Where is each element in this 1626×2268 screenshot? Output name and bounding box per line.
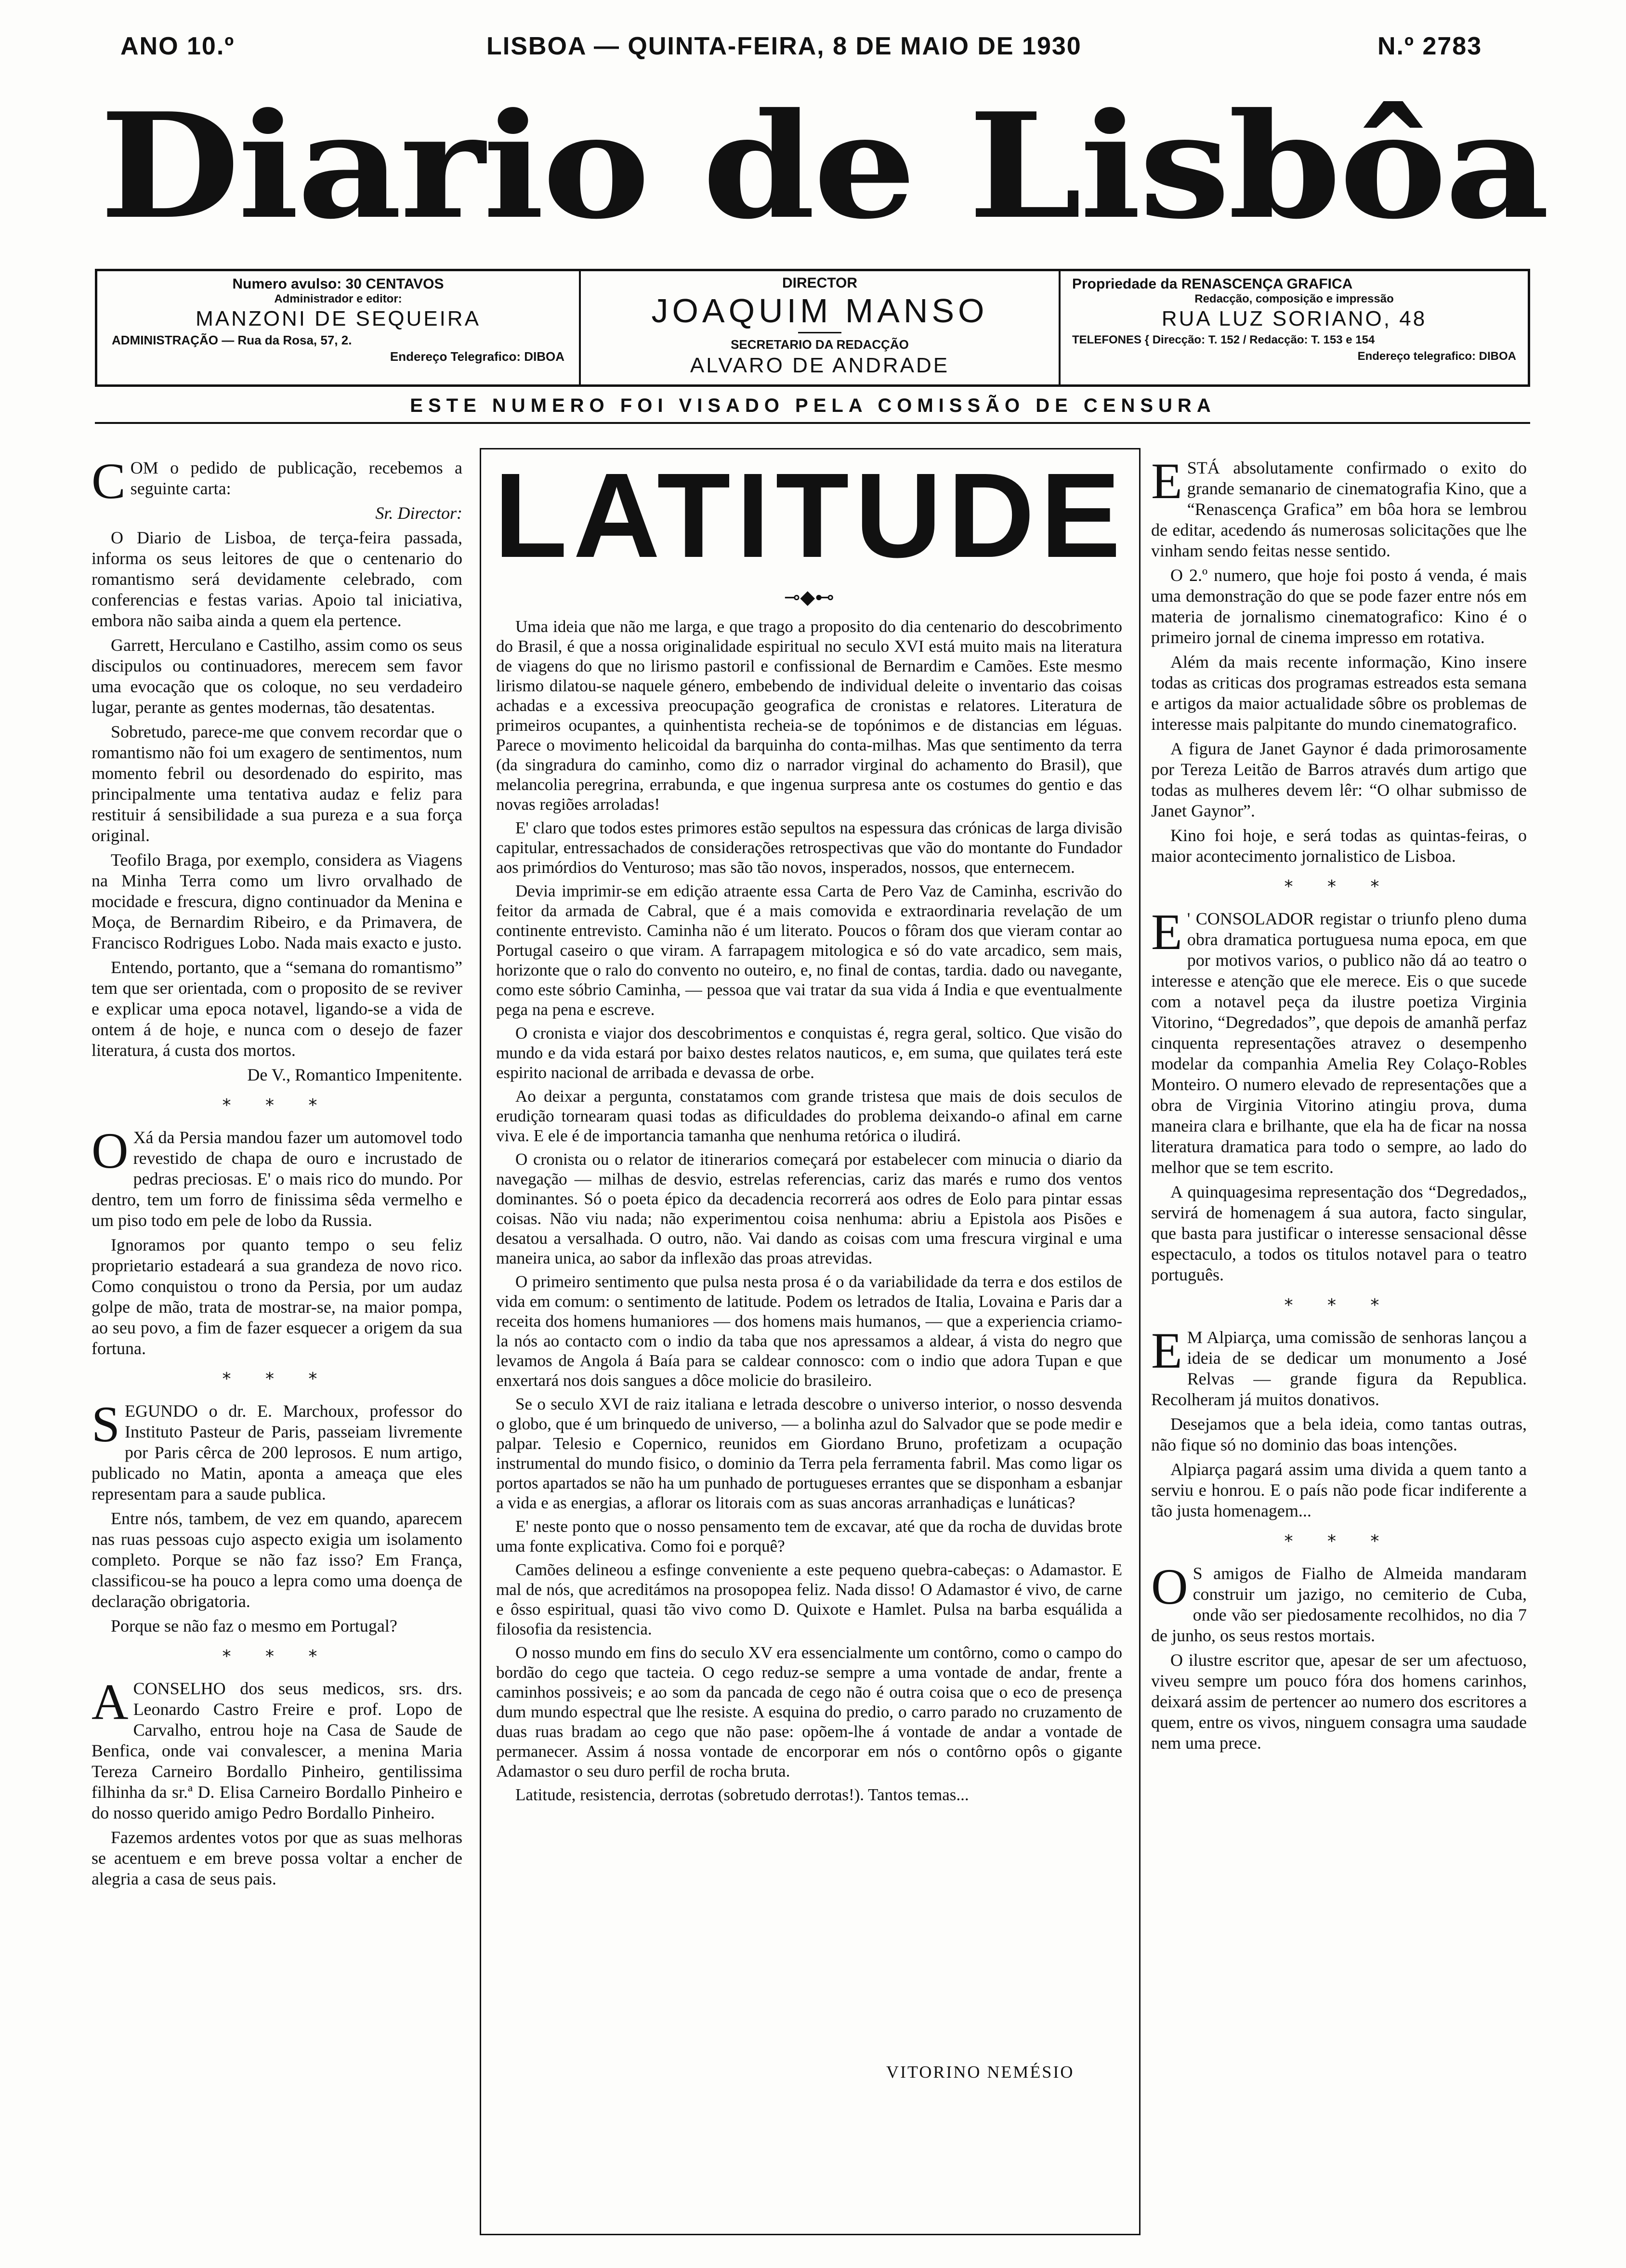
header-rule — [95, 422, 1530, 424]
paragraph: O ilustre escritor que, apesar de ser um afectuoso, viveu sempre um pouco fóra dos homens carinhos, deixará assim de pertencer ao numero dos escritores a quem, entre os vivos, ninguem consagra uma saudade nem uma prece. — [1151, 1650, 1527, 1753]
issue-number: N.º 2783 — [1377, 32, 1482, 60]
drop-cap: C — [92, 453, 126, 509]
issue-year: ANO 10.º — [120, 32, 235, 60]
director-block — [579, 271, 1061, 384]
printing-caption: Redacção, composição e impressão — [1194, 292, 1394, 305]
paragraph: S amigos de Fialho de Almeida mandaram construir um jazigo, no cemiterio de Cuba, onde vão ser piedosamente recolhidos, no dia 7 de junho, os seus restos mortais. — [1151, 1564, 1527, 1645]
drop-cap: A — [92, 1674, 129, 1730]
paragraph: O cronista e viajor dos descobrimentos e conquistas é, regra geral, soltico. Que visão do mundo e da vida estará por baixo destes relatos nauticos, e, em suma, que quilates terá este espirito nacional de arribada e devassa de orbe. — [496, 1024, 1122, 1082]
secretary-caption: SECRETARIO DA REDACÇÃO — [731, 337, 909, 352]
paragraph: Entre nós, tambem, de vez em quando, aparecem nas ruas pessoas cujo aspecto exigia um isolamento completo. Porque se não faz isso? Em França, classificou-se ha pouco a lepra como uma doença de declaração obrigatoria. — [92, 1509, 462, 1611]
paragraph: Alpiarça pagará assim uma divida a quem tanto a serviu e honrou. E o país não pode ficar indiferente a tão justa homenagem... — [1151, 1460, 1527, 1520]
paragraph: Ao deixar a pergunta, constatamos com grande tristesa que mais de dois seculos de erudição tornearam quasi todas as dificuldades do problema deixando-o afinal em carne viva. E ele é de importancia tamanha que nenhuma retórica o iludirá. — [496, 1087, 1122, 1145]
paragraph: Ignoramos por quanto tempo o seu feliz proprietario estadeará a sua grandeza de novo rico. Como conquistou o trono da Persia, por um audaz golpe de mão, trata de mostrar-se, na maior pompa, ao seu povo, a fim de fazer esquecer a origem da sua fortuna. — [92, 1235, 462, 1358]
paragraph: Latitude, resistencia, derrotas (sobretudo derrotas!). Tantos temas... — [515, 1785, 969, 1804]
section-separator: * * * — [222, 1647, 332, 1666]
paragraph: Teofilo Braga, por exemplo, considera as Viagens na Minha Terra como um livro orvalhado de mocidade e frescura, digno continuador da Menina e Moça, de Bernardim Ribeiro, e da Primavera, de Francisco Rodrigues Lobo. Nada mais exacto e justo. — [92, 850, 462, 952]
paragraph: Sobretudo, parece-me que convem recordar que o romantismo não foi um exagero de sentimentos, num momento febril ou desordenado do espirito, mas principalmente uma tentativa audaz e feliz para restituir á sensibilidade a sua pureza e a sua força original. — [92, 722, 462, 845]
paragraph: OM o pedido de publicação, recebemos a seguinte carta: — [130, 458, 462, 498]
paragraph: Devia imprimir-se em edição atraente essa Carta de Pero Vaz de Caminha, escrivão do feitor da armada de Cabral, que é a mais comovida e extraordinaria revelação de um continente entrevisto. Caminha não é um literato. Poucos o fôram dos que vieram contar ao Portugal caseiro o que viram. A farrapagem mitologica e só do vate arcadico, sem mais, horizonte que o ralo do convento no outeiro, e, no final de contas, tardia. dado ou navegante, como este sóbrio Caminha, — pessoa que vai tratar da sua vida á India e que eventualmente pega na pena e escreve. — [496, 882, 1122, 1019]
paragraph: O Diario de Lisboa, de terça-feira passada, informa os seus leitores de que o centenario do romantismo será devidamente celebrado, com conferencias e festas varias. Apoio tal iniciativa, embora não saiba ainda a quem ela pertence. — [92, 528, 462, 630]
article-lepers — [92, 1396, 462, 1636]
paragraph: Além da mais recente informação, Kino insere todas as criticas dos programas estreados esta semana e artigos da maior actualidade sôbre os problemas de interesse mais palpitante do mundo cinematografico. — [1151, 652, 1527, 734]
section-separator: * * * — [222, 1095, 332, 1115]
right-column — [1151, 453, 1527, 1757]
paragraph: Fazemos ardentes votos por que as suas melhoras se acentuem e em breve possa voltar a encher de alegria a casa de seus pais. — [92, 1828, 462, 1888]
divider — [798, 332, 841, 333]
article-alpiarca — [1151, 1322, 1527, 1521]
paragraph: Uma ideia que não me larga, e que trago a proposito do dia centenario do descobrimento do Brasil, é que a nossa originalidade espiritual no seculo XVI está muito mais na literatura de viagens do que no lirismo pastoril e confissional de Bernardim e Camões. Este mesmo lirismo dilatou-se naquele género, embebendo de individual deleite o inventario das coisas achadas e a excessiva preocupação geografica de cronistas e relatores. Literatura de primeiros ocupantes, a quinhentista recheia-se de topónimos e de distancias em léguas. Parece o movimento helicoidal da barquinha do conta-milhas. Mas que sentimento da terra (da singradura do caminho, como diz o narrador virginal do achamento do Brasil), que melancolia peregrina, errabunda, e que ingenua surpresa ante os costumes do gentio e das novas regiões arroladas! — [496, 617, 1122, 814]
left-column — [92, 453, 462, 1893]
drop-cap: E — [1151, 904, 1182, 960]
paragraph: Porque se não faz o mesmo em Portugal? — [111, 1616, 397, 1635]
article-romanticism — [92, 453, 462, 1085]
secretary-name: ALVARO DE ANDRADE — [690, 354, 950, 377]
paragraph: STÁ absolutamente confirmado o exito do grande semanario de cinematografia Kino, que a “Renascença Grafica” em bôa hora se lembrou de editar, acedendo ás numerosas solicitações que lhe vinham sendo feitas nesse sentido. — [1151, 458, 1527, 560]
paragraph: O primeiro sentimento que pulsa nesta prosa é o da variabilidade da terra e dos estilos de vida em comum: o sentimento de latitude. Podem os letrados de Italia, Lovaina e Paris dar a receita dos homens humaniores — dos homens mais humanos, — que a experiencia criamo-la nós ao contacto com o indio da taba que nos apressamos a aldear, á vista do negro que levamos de Angola á Baía para se caldear connosco: com o indio que adora Tupan e que enxertará nos dois sangues a dôce molicie do brasileiro. — [496, 1272, 1122, 1390]
headline: LATITUDE — [494, 448, 1127, 582]
article-kino — [1151, 453, 1527, 867]
staff-info-box — [95, 269, 1530, 387]
section-separator: * * * — [1284, 1295, 1394, 1315]
masthead-title: Diario de Lisbôa — [99, 81, 1548, 251]
section-separator: * * * — [1284, 1531, 1394, 1551]
telephones: TELEFONES { Direcção: T. 152 / Redacção: T. 153 e 154 — [1072, 333, 1375, 346]
telegraph-address-left: Endereço Telegrafico: DIBOA — [390, 349, 564, 364]
paragraph: Se o seculo XVI de raiz italiana e letrada descobre o universo interior, o nosso desvenda o globo, que é um brinquedo de universo, — a bolinha azul do Salvador que se pode medir e palpar. Telesio e Copernico, reunidos em Giordano Bruno, profetizam a ocupação instrumental do mundo fisico, o dominio da Terra pela ferramenta fabril. Mas como ligar os portos apartados se não ha um punhado de portugueses errantes que se disponham a esbanjar a vida e as energias, a aflorar os litorais com as suas ancoras arranhadiças e lunáticas? — [496, 1395, 1122, 1512]
price-admin-block — [97, 271, 579, 384]
article-fialho — [1151, 1558, 1527, 1754]
issue-date: LISBOA — QUINTA-FEIRA, 8 DE MAIO DE 1930 — [486, 32, 1082, 60]
paragraph: E' neste ponto que o nosso pensamento tem de excavar, até que da rocha de duvidas brote uma fonte explicativa. Como foi e porquê? — [496, 1517, 1122, 1556]
center-article-body — [496, 617, 1122, 1808]
drop-cap: E — [1151, 453, 1182, 509]
paragraph: Xá da Persia mandou fazer um automovel todo revestido de chapa de ouro e incrustado de pedras preciosas. E' o mais rico do mundo. Por dentro, tem um forro de finissima sêda vermelho e um piso todo em pele de lobo da Russia. — [92, 1128, 462, 1230]
editor-caption: Administrador e editor: — [274, 292, 402, 305]
dateline — [0, 32, 1626, 66]
drop-cap: S — [92, 1396, 120, 1452]
article-persia — [92, 1122, 462, 1359]
article-bordallo — [92, 1674, 462, 1889]
paragraph: O nosso mundo em fins do seculo XV era essencialmente um contôrno, como o campo do bordão do cego que tacteia. O cego reduz-se sempre a uma vontade de andar, frente a caminhos possiveis; e ao som da pancada de cego não é outra coisa que o eco de presença dum mundo espectral que lhe resiste. A esquina do predio, o carro parado no cruzamento de duas ruas bradam ao cego que não pase: opõem-lhe á vontade de andar a vontade de permanecer. Assim á nossa vontade de encorporar em nós o contôrno opôs o gigante Adamastor o seu duro perfil de rocha bruta. — [496, 1643, 1122, 1780]
article-author: VITORINO NEMÉSIO — [886, 2062, 1075, 2082]
price-line: Numero avulso: 30 CENTAVOS — [232, 276, 444, 292]
drop-cap: E — [1151, 1322, 1182, 1379]
paragraph: E' claro que todos estes primores estão sepultos na espessura das crónicas de larga divisão capitular, entressachados de considerações retrospectivas que vão do montante do Fundador aos primórdios do Venturoso; mas são tão novos, insperados, nossos, que enternecem. — [496, 818, 1122, 877]
telegraph-address-right: Endereço telegrafico: DIBOA — [1357, 350, 1516, 363]
censorship-notice: ESTE NUMERO FOI VISADO PELA COMISSÃO DE CENSURA — [410, 395, 1216, 416]
paragraph: Entendo, portanto, que a “semana do romantismo” tem que ser orientada, com o proposito de se reviver e explicar uma epoca notavel, ligando-se a vida de ontem á de hoje, e nunca com o desejo de fazer literatura, á custa dos mortos. — [92, 958, 462, 1060]
paragraph: Kino foi hoje, e será todas as quintas-feiras, o maior acontecimento jornalistico de Lisboa. — [1151, 826, 1527, 866]
paragraph: O cronista ou o relator de itinerarios começará por estabelecer com minucia o diario da navegação — milhas de desvio, estrelas referencias, cariz das marés e rumo dos ventos dominantes. Só o poeta épico da decadencia recorrerá aos odres de Eolo para pintar essas coisas. Não viu nada; não experimentou coisa nenhuma: abriu a Epistola aos Pisões e desatou a versalhada. O outro, não. Vai dando as coisas com uma frescura virginal e uma maneira unica, ao sabor da inflexão das proas atrevidas. — [496, 1150, 1122, 1267]
publisher-block — [1061, 271, 1528, 384]
paragraph: M Alpiarça, uma comissão de senhoras lançou a ideia de se dedicar um monumento a José Relvas — grande figura da Republica. Recolheram já muitos donativos. — [1151, 1328, 1527, 1409]
paragraph: A quinquagesima representação dos “Degredados„ servirá de homenagem á sua autora, facto singular, que basta para justificar o interesse sensacional dêsse espectaculo, a todos os titulos notavel para o teatro português. — [1151, 1182, 1527, 1284]
salutation: Sr. Director: — [375, 503, 462, 523]
paragraph: EGUNDO o dr. E. Marchoux, professor do Instituto Pasteur de Paris, passeiam livremente por Paris cêrca de 200 leprosos. E num artigo, publicado no Matin, aponta a ameaça que eles representam para a saude publica. — [92, 1401, 462, 1503]
section-separator: * * * — [1284, 877, 1394, 897]
publisher-line: Propriedade da RENASCENÇA GRAFICA — [1072, 276, 1353, 292]
paragraph: Garrett, Herculano e Castilho, assim como os seus discipulos ou continuadores, merecem sem favor uma evocação que os coloque, no seu verdadeiro lugar, perante as gentes modernas, tão desatentas. — [92, 635, 462, 717]
administration-address: ADMINISTRAÇÃO — Rua da Rosa, 57, 2. — [112, 333, 352, 347]
paragraph: O 2.º numero, que hoje foi posto á venda, é mais uma demonstração do que se pode fazer entre nós em materia de jornalismo cinematografico: Kino é o primeiro jornal de cinema impresso em rotativa. — [1151, 566, 1527, 647]
publisher-address: RUA LUZ SORIANO, 48 — [1161, 307, 1427, 330]
signature: De V., Romantico Impenitente. — [247, 1065, 462, 1084]
editor-name: MANZONI DE SEQUEIRA — [196, 307, 481, 330]
director-caption: DIRECTOR — [782, 275, 858, 291]
director-name: JOAQUIM MANSO — [651, 292, 988, 330]
section-separator: * * * — [222, 1369, 332, 1389]
paragraph: Desejamos que a bela ideia, como tantas outras, não fique só no dominio das boas intenções. — [1151, 1414, 1527, 1454]
paragraph: ' CONSOLADOR registar o triunfo pleno duma obra dramatica portuguesa numa epoca, em que por motivos varios, o publico não dá ao teatro o interesse e atenção que ele merece. Eis o que sucede com a notavel peça da ilustre poetiza Virginia Vitorino, “Degredados”, que depois de amanhã perfaz cinquenta representações atravez o desempenho modelar da companhia Amelia Rey Colaço-Robles Monteiro. O numero elevado de representações que a obra de Virginia Vitorino atingiu prova, duma maneira clara e brilhante, que ela ha de ficar na nossa literatura dramatica para todo o sempre, ao lado do melhor que se tem escrito. — [1151, 909, 1527, 1177]
paragraph: Camões delineou a esfinge conveniente a este pequeno quebra-cabeças: o Adamastor. E mal de nós, que acreditámos na prosopopea feliz. Nada disso! O Adamastor é vivo, de carne e ôsso espiritual, quasi tão vivo como D. Quixote e Hamlet. Pulsa na barba esquálida a filosofia da resistencia. — [496, 1560, 1122, 1638]
article-degredados — [1151, 904, 1527, 1285]
paragraph: A figura de Janet Gaynor é dada primorosamente por Tereza Leitão de Barros através dum artigo que todas as mulheres devem lêr: “O olhar submisso de Janet Gaynor”. — [1151, 739, 1527, 820]
drop-cap: O — [1151, 1558, 1188, 1615]
drop-cap: O — [92, 1122, 129, 1179]
ornament-divider: ⊸◆⊷ — [784, 586, 835, 608]
paragraph: CONSELHO dos seus medicos, srs. drs. Leonardo Castro Freire e prof. Lopo de Carvalho, entrou hoje na Casa de Saude de Benfica, onde vai convalescer, a menina Maria Tereza Carneiro Bordallo Pinheiro, gentilissima filhinha da sr.ª D. Elisa Carneiro Bordallo Pinheiro e do nosso querido amigo Pedro Bordallo Pinheiro. — [92, 1679, 462, 1822]
